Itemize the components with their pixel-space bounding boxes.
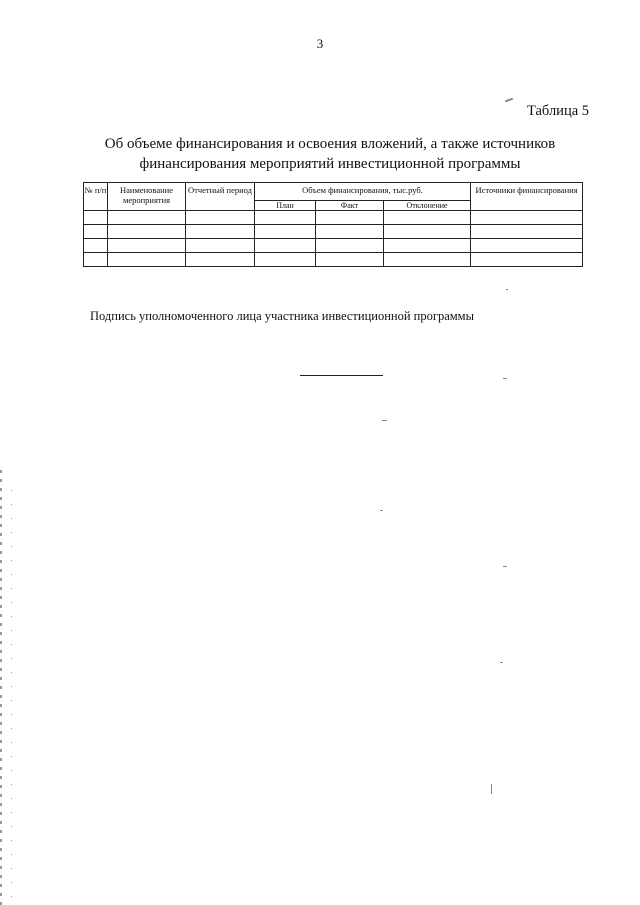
table-cell [384,253,471,267]
table-cell [384,225,471,239]
table-cell [255,239,316,253]
scan-edge [11,490,12,900]
table-cell [316,253,384,267]
title-line-1: Об объеме финансирования и освоения вложений, а также источников [104,136,556,152]
header-name: Наименование мероприятия [108,183,186,211]
signature-line [300,375,383,376]
signature-caption: Подпись уполномоченного лица участника инвестиционной программы [90,309,474,323]
table-row [84,225,583,239]
table-cell [108,239,186,253]
table-cell [186,225,255,239]
table-cell [84,239,108,253]
table-cell [471,239,583,253]
financing-table [83,182,583,267]
header-deviation: Отклонение [384,201,471,211]
document-title [60,134,600,174]
scan-speck [380,510,383,511]
table-cell [108,253,186,267]
scan-speck [491,784,492,794]
table-cell [84,225,108,239]
table-cell [384,211,471,225]
table-cell [186,253,255,267]
scan-speck [500,662,503,663]
table-cell [255,211,316,225]
table-cell [471,211,583,225]
header-number: № п/п [84,183,108,211]
table-cell [471,253,583,267]
table-cell [316,225,384,239]
scan-speck [382,420,387,421]
table-label: Таблица 5 [527,103,590,119]
scan-edge [0,470,2,905]
table-row [84,239,583,253]
table-cell [108,211,186,225]
table-cell [255,253,316,267]
table-cell [186,239,255,253]
table-cell [471,225,583,239]
title-line-2: финансирования мероприятий инвестиционной программы [139,156,521,172]
scan-speck [505,98,513,103]
page-number: 3 [316,36,324,51]
header-fact: Факт [316,201,384,211]
table-cell [316,211,384,225]
table-cell [84,253,108,267]
scan-speck [506,289,508,290]
table-cell [186,211,255,225]
table-cell [316,239,384,253]
scan-speck [503,566,507,567]
header-period: Отчетный период [186,183,255,211]
table-cell [255,225,316,239]
table-row [84,211,583,225]
table-cell [84,211,108,225]
header-sources: Источники финансирования [471,183,583,211]
table-row [84,253,583,267]
scan-speck [503,378,507,379]
table-cell [108,225,186,239]
header-volume: Объем финансирования, тыс.руб. [255,183,471,201]
header-plan: План [255,201,316,211]
table-cell [384,239,471,253]
